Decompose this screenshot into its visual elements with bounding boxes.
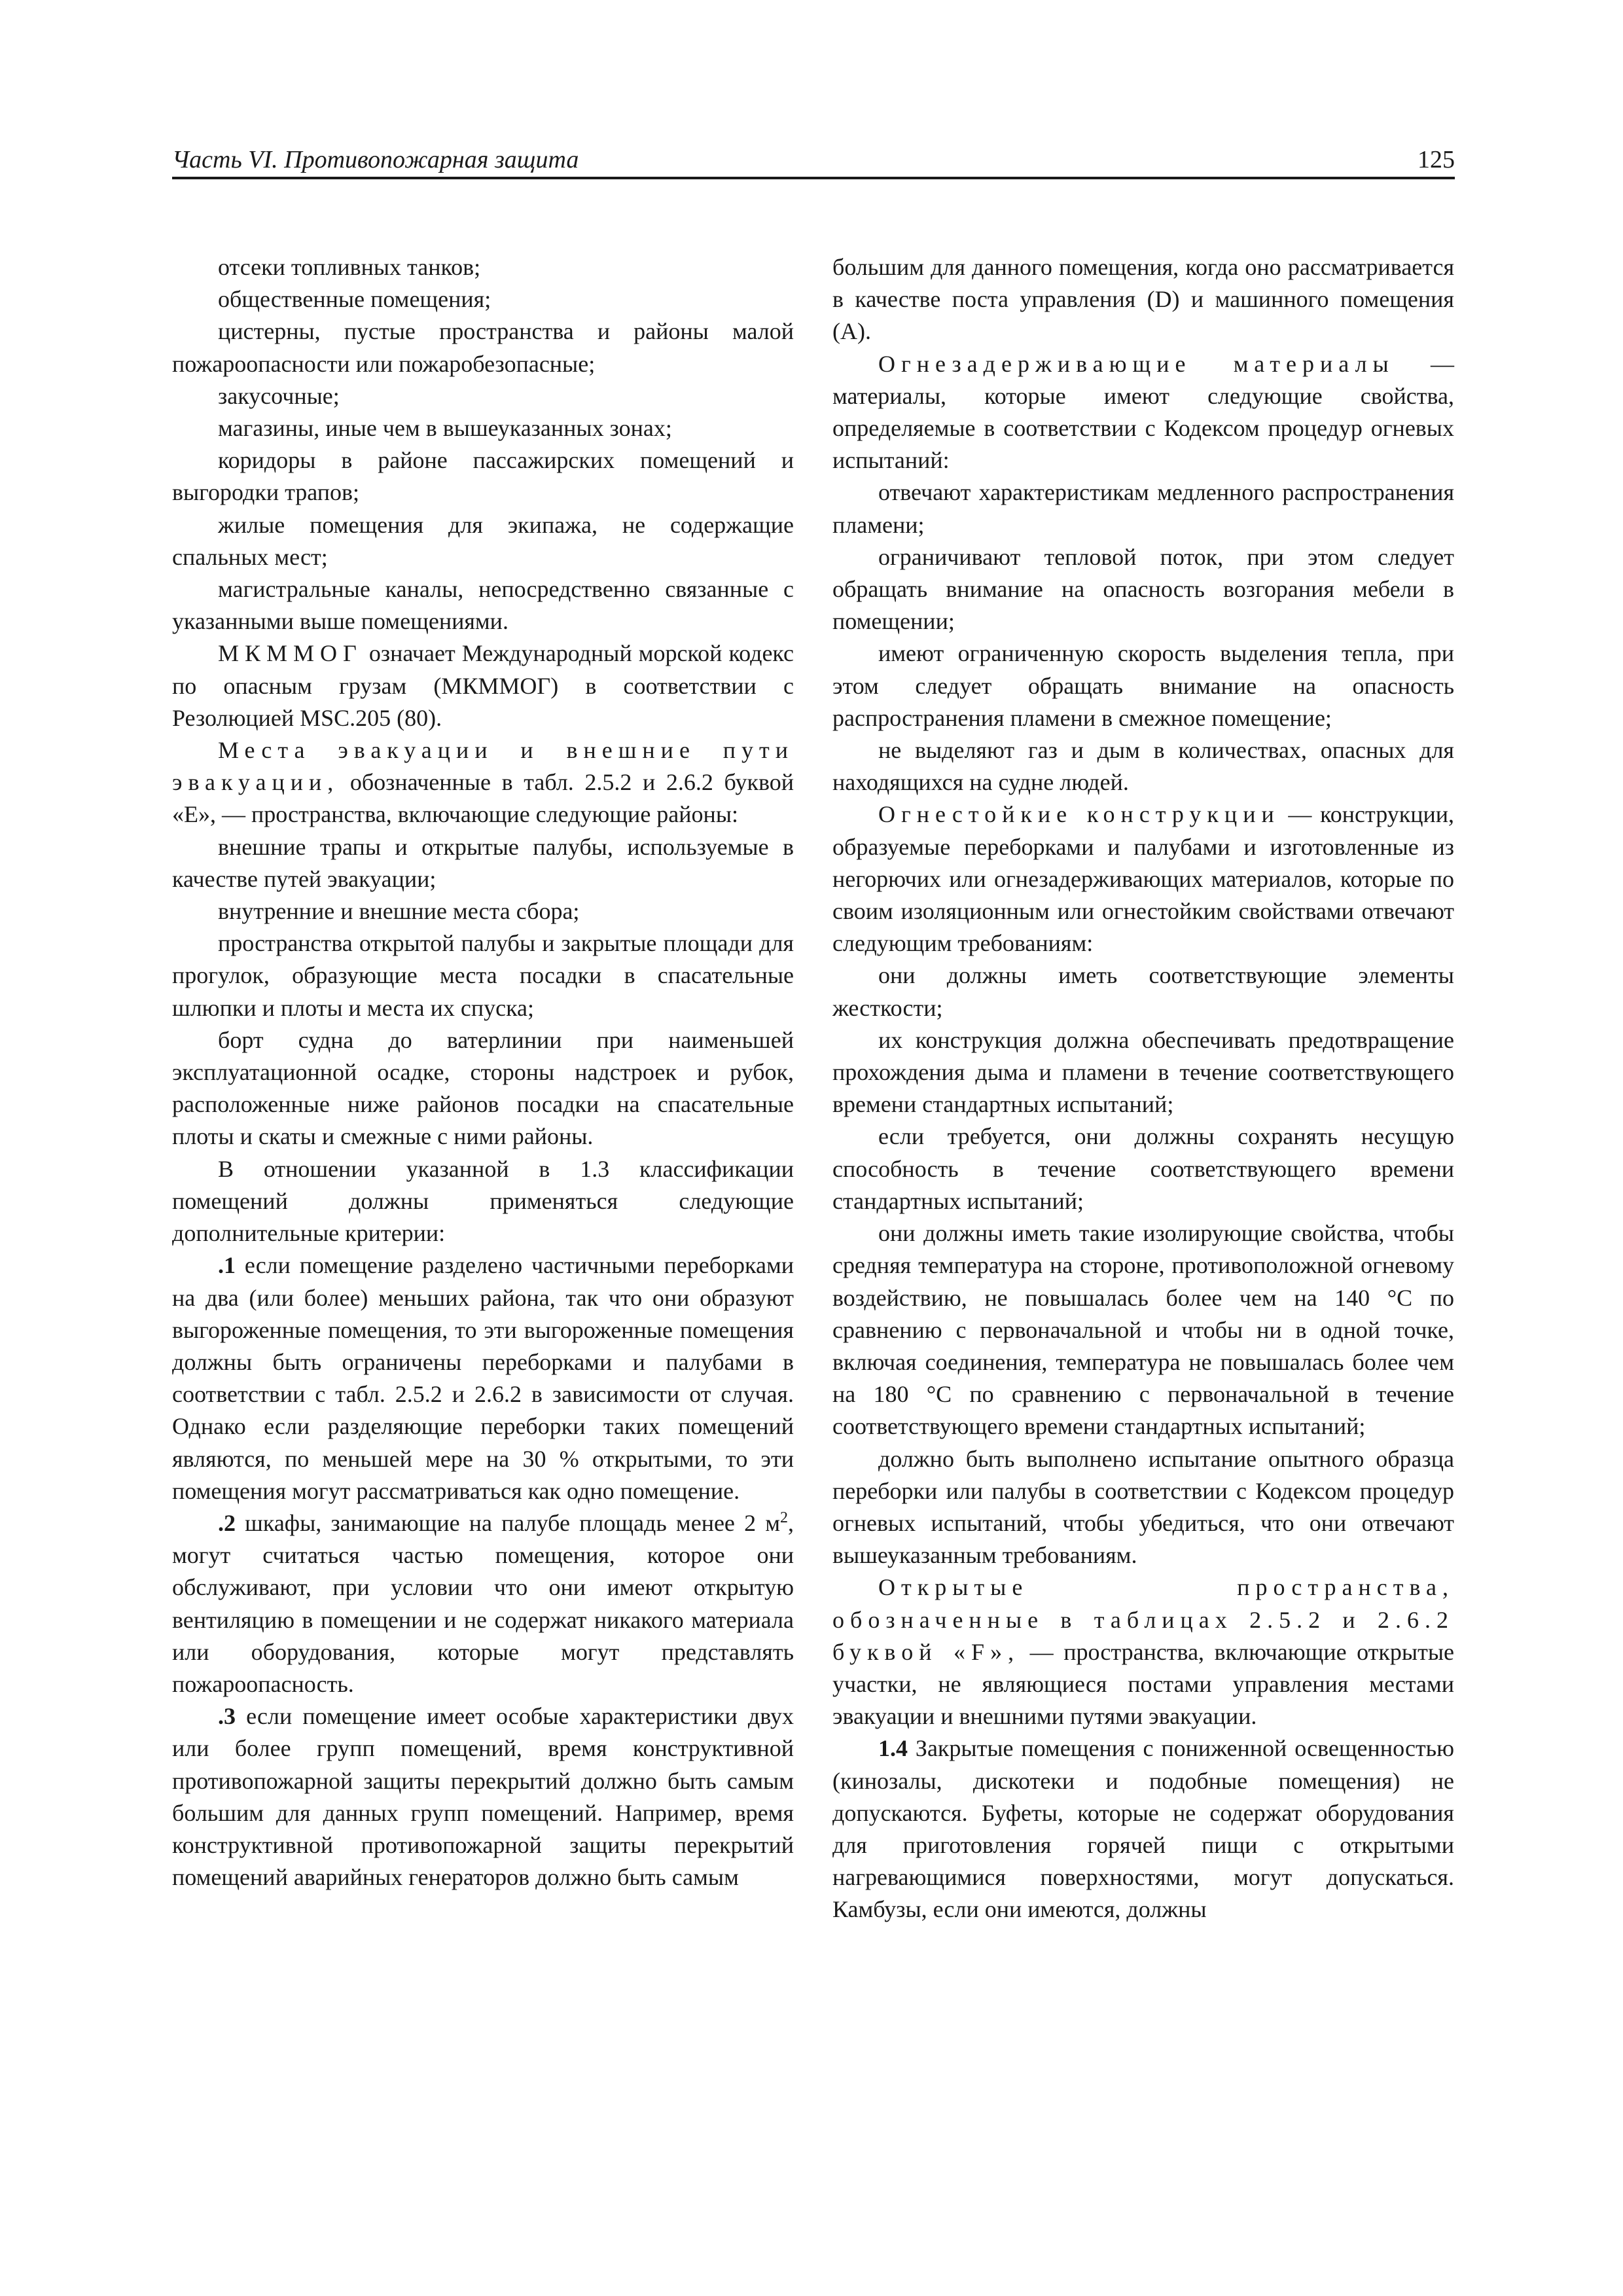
definition-text: — материалы, которые имеют следующие свойства, определяемые в соответствии с Кодексом процедур огневых испытаний: [832, 350, 1455, 474]
criterion-number: .3 [218, 1703, 236, 1730]
criterion-number: .2 [218, 1509, 236, 1536]
definition-text: означает Международный морской кодекс по опасным грузам (МКММОГ) в соответствии с Резолюцией MSC.205 (80). [172, 640, 794, 731]
paragraph: отвечают характеристикам медленного распространения пламени; [832, 479, 1454, 538]
paragraph: они должны иметь такие изолирующие свойства, чтобы средняя температура на стороне, противоположной огневому воздействию, не повышалась более чем на 140 °С по сравнению с первоначальной и чтобы ни в одной точке, включая соединения, температура не повышалась более чем на 180 °С по сравнению с первоначальной в течение соответствующего времени стандартных испытаний; [832, 1220, 1454, 1440]
paragraph: должно быть выполнено испытание опытного образца переборки или палубы в соответствии с Кодексом процедур огневых испытаний, чтобы убедиться, что они отвечают вышеуказанным требованиям. [832, 1445, 1454, 1569]
paragraph: пространства открытой палубы и закрытые площади для прогулок, образующие места посадки в спасательные шлюпки и плоты и места их спуска; [172, 930, 794, 1021]
paragraph: ограничивают тепловой поток, при этом следует обращать внимание на опасность возгорания мебели в помещении; [832, 543, 1454, 635]
definition-text: — пространства, включающие открытые участки, не являющиеся постами управления местами эвакуации и внешними путями эвакуации. [832, 1638, 1454, 1730]
criterion-text: шкафы, занимающие на палубе площадь менее 2 м [236, 1509, 780, 1536]
defined-term: Огнезадерживающие материалы [878, 350, 1395, 377]
defined-term: МКММОГ [218, 640, 363, 667]
section-text: Закрытые помещения с пониженной освещенностью (кинозалы, дискотеки и подобные помещения) не допускаются. Буфеты, которые не содержат оборудования для приготовления горячей пищи с открытыми нагревающимися поверхностями, могут допускаться. Камбузы, если они имеются, должны [832, 1735, 1454, 1923]
paragraph: магазины, иные чем в вышеуказанных зонах; [218, 415, 672, 442]
paragraph: цистерны, пустые пространства и районы малой пожароопасности или пожаробезопасные; [172, 318, 794, 377]
paragraph: отсеки топливных танков; [218, 254, 481, 280]
defined-term: Места эвакуации и внешние пути эвакуации, [172, 737, 794, 796]
criterion-paragraph [172, 1700, 794, 1893]
paragraph: закусочные; [218, 382, 340, 409]
left-column [172, 251, 794, 1893]
paragraph-continuation: большим для данного помещения, когда оно рассматривается в качестве поста управления (D) и машинного помещения (A). [832, 254, 1454, 345]
paragraph: борт судна до ватерлинии при наименьшей эксплуатационной осадке, стороны надстроек и рубок, расположенные ниже районов посадки на спасательные плоты и скаты и смежные с ними районы. [172, 1026, 794, 1150]
section-number: 1.4 [878, 1735, 908, 1762]
definition-text: обозначенные в табл. 2.5.2 и 2.6.2 буквой «E», — пространства, включающие следующие районы: [172, 769, 794, 828]
definition-paragraph [172, 734, 794, 831]
criterion-number: .1 [218, 1252, 236, 1279]
definition-paragraph [832, 348, 1454, 477]
section-paragraph [832, 1732, 1454, 1926]
right-column [832, 251, 1454, 1926]
criterion-text: если помещение имеет особые характеристики двух или более групп помещений, время конструктивной противопожарной защиты перекрытий должно быть самым большим для данных групп помещений. Например, время конструктивной противопожарной защиты перекрытий помещений аварийных генераторов должно быть самым [172, 1703, 794, 1891]
criterion-text: , могут считаться частью помещения, которое они обслуживают, при условии что они имеют открытую вентиляцию в помещении и не содержат никакого материала или оборудования, которые могут представлять пожароопасность. [172, 1509, 794, 1697]
defined-term: Открытые пространства, обозначенные в таблицах 2.5.2 и 2.6.2 буквой «F», [832, 1574, 1454, 1665]
definition-paragraph [832, 1571, 1454, 1732]
paragraph: они должны иметь соответствующие элементы жесткости; [832, 962, 1454, 1021]
paragraph: внутренние и внешние места сбора; [218, 898, 580, 925]
page-number: 125 [1418, 146, 1455, 173]
running-header-title: Часть VI. Противопожарная защита [172, 146, 579, 173]
criterion-paragraph [172, 1249, 794, 1507]
paragraph: не выделяют газ и дым в количествах, опасных для находящихся на судне людей. [832, 737, 1454, 796]
paragraph: их конструкция должна обеспечивать предотвращение прохождения дыма и пламени в течение соответствующего времени стандартных испытаний; [832, 1026, 1454, 1118]
header-divider [172, 177, 1455, 179]
paragraph: магистральные каналы, непосредственно связанные с указанными выше помещениями. [172, 576, 794, 635]
paragraph: коридоры в районе пассажирских помещений и выгородки трапов; [172, 447, 794, 506]
superscript: 2 [780, 1509, 788, 1526]
paragraph: если требуется, они должны сохранять несущую способность в течение соответствующего времени стандартных испытаний; [832, 1123, 1454, 1214]
definition-text: — конструкции, образуемые переборками и палубами и изготовленные из негорючих или огнезадерживающих материалов, которые по своим изоляционным или огнестойким свойствами отвечают следующим требованиям: [832, 801, 1455, 957]
paragraph: внешние трапы и открытые палубы, используемые в качестве путей эвакуации; [172, 833, 794, 892]
criterion-text: если помещение разделено частичными переборками на два (или более) меньших района, так что они образуют выгороженные помещения, то эти выгороженные помещения должны быть ограничены переборками и палубами в соответствии с табл. 2.5.2 и 2.6.2 в зависимости от случая. Однако если разделяющие переборки таких помещений являются, по меньшей мере на 30 % открытыми, то эти помещения могут рассматриваться как одно помещение. [172, 1252, 794, 1504]
paragraph: общественные помещения; [218, 286, 491, 313]
defined-term: Огнестойкие конструкции [878, 801, 1280, 828]
definition-paragraph [832, 798, 1454, 960]
running-header [172, 143, 1455, 181]
paragraph: имеют ограниченную скорость выделения тепла, при этом следует обращать внимание на опасность распространения пламени в смежное помещение; [832, 640, 1454, 731]
definition-paragraph [172, 637, 794, 734]
criterion-paragraph [172, 1507, 794, 1700]
paragraph: жилые помещения для экипажа, не содержащие спальных мест; [172, 511, 794, 570]
paragraph: В отношении указанной в 1.3 классификации помещений должны применяться следующие дополнительные критерии: [172, 1155, 794, 1247]
